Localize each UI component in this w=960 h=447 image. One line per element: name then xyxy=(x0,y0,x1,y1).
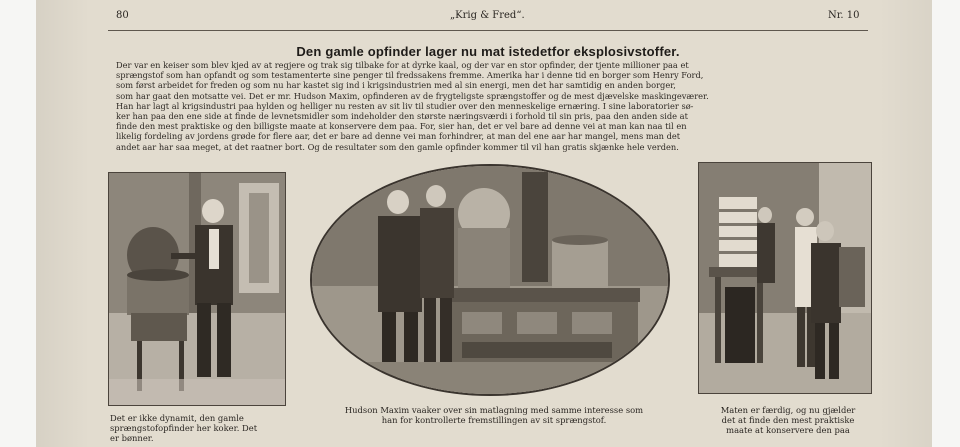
issue-number: Nr. 10 xyxy=(828,10,860,21)
caption-line: sprængstofopfinder her koker. Det xyxy=(110,423,258,433)
photo-hudson-maxim-cooking xyxy=(310,164,670,396)
article-line: Han har lagt al krigsindustri paa hylden og helliger nu resten av sit liv til studier over den menneskelige ernæring. I sine laboratorier sø- xyxy=(116,100,694,111)
article-line: Der var en keiser som blev kjed av at regjere og trak sig tilbake for at dyrke kaal, og der var en stor opfinder, der tjente millioner paa et xyxy=(116,60,689,70)
caption-line: Hudson Maxim vaaker over sin matlagning med samme interesse som xyxy=(344,405,644,415)
caption-right xyxy=(698,405,878,435)
article-line: som har gaat den motsatte vei. Det er mr. Hudson Maxim, opfinderen av de frygteligste sprængstoffer og de mest djævelske maskingeværer. xyxy=(116,90,709,101)
caption-center xyxy=(304,405,684,425)
caption-line: maate at konservere den paa xyxy=(726,425,850,435)
article-line: ker han paa den ene side at finde de levnetsmidler som indeholder den største næringsværdi i forhold til sin pris, paa den anden side at xyxy=(116,111,688,122)
caption-line: han for kontrollerte fremstillingen av sit sprængstof. xyxy=(381,415,607,425)
caption-left xyxy=(110,413,290,443)
page-header xyxy=(36,8,932,26)
header-rule xyxy=(108,30,868,31)
photo-man-at-kettle xyxy=(108,172,286,406)
article-line: som først arbeidet for freden og som nu har kastet sig ind i krigsindustrien med al sin energi, men det har samtidig en anden borger, xyxy=(116,80,676,91)
caption-line: Maten er færdig, og nu gjælder xyxy=(720,405,856,415)
publication-title: „Krig & Fred“. xyxy=(450,10,525,21)
caption-line: det at finde den mest praktiske xyxy=(721,415,855,425)
article-line: sprængstof som han opfandt og som testamenterte sine penger til fredssakens fremme. Amerika har i denne tid en borger som Henry Ford, xyxy=(116,70,704,81)
page-number: 80 xyxy=(116,10,129,21)
photo-food-preserving xyxy=(698,162,872,394)
article-headline: Den gamle opfinder lager nu mat istedetfor eksplosivstoffer. xyxy=(296,44,680,59)
photo-food-preserving-image xyxy=(699,163,871,393)
photo-man-at-kettle-image xyxy=(109,173,285,405)
newspaper-page xyxy=(36,0,932,447)
caption-line: er bønner. xyxy=(110,433,154,443)
caption-line: Det er ikke dynamit, den gamle xyxy=(110,413,244,423)
article-body xyxy=(116,60,896,152)
photo-hudson-maxim-image xyxy=(312,166,668,394)
article-line: likelig fordeling av jordens grøde for flere aar, det er bare ad denne vei man forhindrer, at man del ene aar har mangel, mens man det xyxy=(116,131,681,142)
article-line: finde den mest praktiske og den billigste maate at konservere dem paa. For, sier han, det er vel bare ad denne vei at man kan naa til en xyxy=(116,121,687,132)
article-line: andet aar har saa meget, at det raatner bort. Og de resultater som den gamle opfinder kommer til vil han gratis skjænke hele verden. xyxy=(116,141,679,152)
